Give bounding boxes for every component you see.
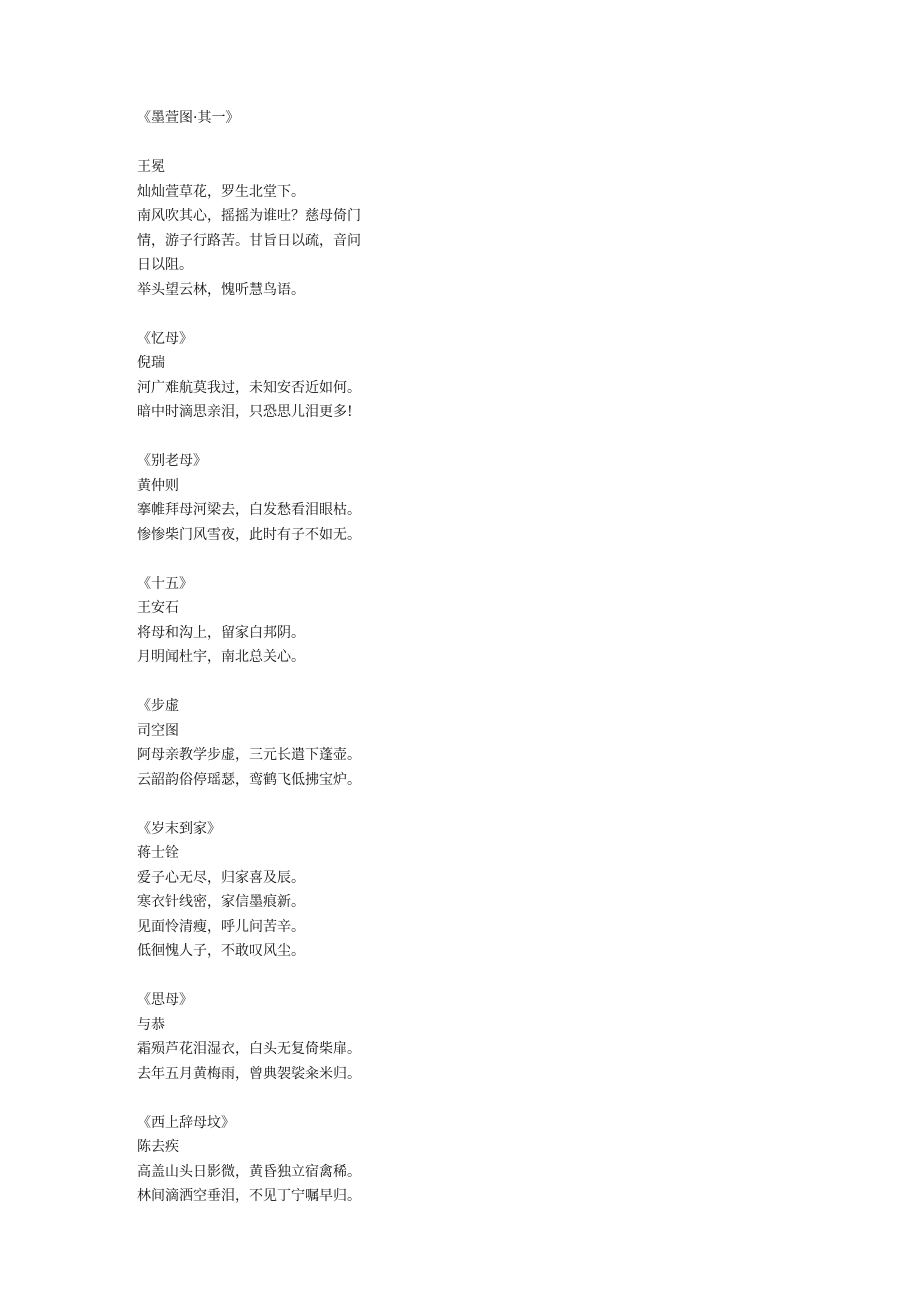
poem-yimu: [137, 327, 437, 425]
poem-line: 惨惨柴门风雪夜，此时有子不如无。: [137, 526, 361, 543]
poem-suimodaojia: [137, 817, 437, 964]
poem-title: 《十五》: [137, 575, 193, 592]
poem-line: 寒衣针线密，家信墨痕新。: [137, 894, 305, 910]
poem-author: 黄仲则: [137, 477, 179, 494]
poem-author: 与恭: [137, 1016, 165, 1033]
poem-author: 王冕: [137, 159, 165, 175]
poem-line: 高盖山头日影微，黄昏独立宿禽稀。: [137, 1163, 361, 1180]
poem-buxu: [137, 694, 437, 792]
poem-line: 云韶韵俗停瑶瑟，鸾鹤飞低拂宝炉。: [137, 771, 361, 788]
poem-line: 霜殒芦花泪湿衣，白头无复倚柴扉。: [137, 1041, 361, 1057]
poem-line: 阿母亲教学步虚，三元长遣下蓬壶。: [137, 747, 361, 763]
poem-title: 《岁末到家》: [137, 820, 221, 837]
poem-line: 情，游子行路苦。甘旨日以疏，音问: [137, 232, 361, 249]
poem-line: 月明闻杜宇，南北总关心。: [137, 649, 305, 665]
poem-line: 搴帷拜母河梁去，白发愁看泪眼枯。: [137, 502, 361, 518]
poem-title: 《步虚: [137, 698, 179, 714]
poem-line: 林间滴洒空垂泪，不见丁宁嘱早归。: [137, 1188, 361, 1204]
poem-bielaomu: [137, 449, 437, 547]
poem-author: 王安石: [137, 600, 179, 616]
poem-line: 河广难航莫我过，未知安否近如何。: [137, 379, 361, 396]
poem-line: 灿灿萱草花，罗生北堂下。: [137, 183, 305, 200]
poem-xishangcimufen: [137, 1111, 437, 1209]
poem-author: 蒋士铨: [137, 845, 179, 861]
poem-line: 举头望云林，愧听慧鸟语。: [137, 281, 305, 298]
poem-title: 《别老母》: [137, 453, 207, 469]
poem-author: 司空图: [137, 722, 179, 739]
poem-simu: [137, 988, 437, 1086]
poem-moxuantu: [137, 106, 437, 302]
poem-shiwu: [137, 572, 437, 670]
poem-title: 《墨萱图·其一》: [137, 110, 240, 126]
poem-line: 暗中时滴思亲泪，只恐思儿泪更多!: [137, 404, 353, 420]
poem-author: 陈去疾: [137, 1139, 179, 1155]
poem-author: 倪瑞: [137, 355, 165, 371]
poem-line: 爱子心无尽，归家喜及辰。: [137, 869, 305, 886]
poem-line: 将母和沟上，留家白邦阴。: [137, 624, 305, 641]
poem-title: 《思母》: [137, 992, 193, 1008]
poem-title: 《西上辞母坟》: [137, 1114, 235, 1131]
poem-line: 低徊愧人子，不敢叹风尘。: [137, 943, 305, 959]
poem-title: 《忆母》: [137, 330, 193, 347]
poem-line: 去年五月黄梅雨，曾典袈裟籴米归。: [137, 1065, 361, 1082]
poem-line: 南风吹其心，摇摇为谁吐？慈母倚门: [137, 208, 361, 224]
poem-line: 见面怜清瘦，呼儿问苦辛。: [137, 918, 305, 935]
poem-collection: [137, 106, 437, 1233]
poem-line: 日以阻。: [137, 257, 193, 273]
